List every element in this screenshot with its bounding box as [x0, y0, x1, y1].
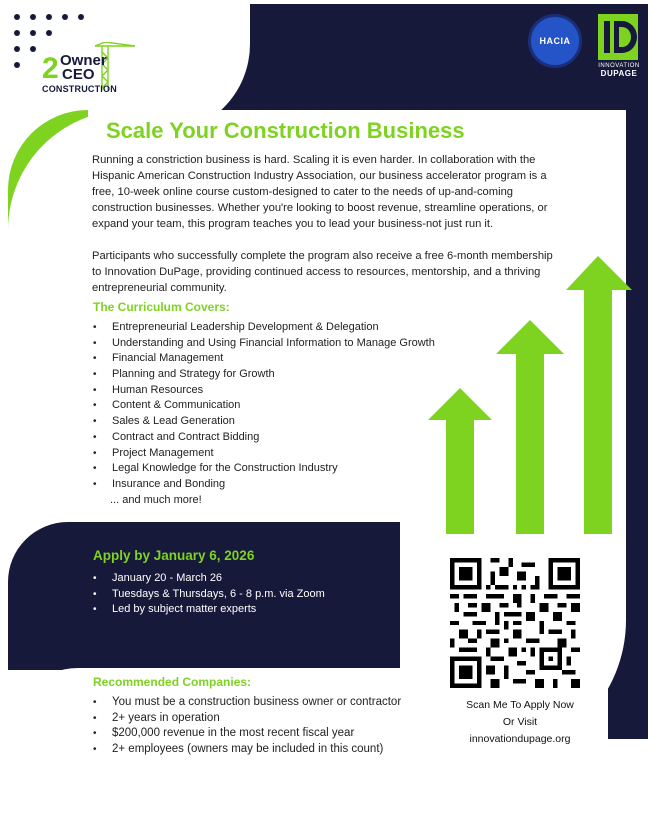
recommended-heading: Recommended Companies:: [93, 675, 252, 689]
website-link[interactable]: innovationdupage.org: [469, 733, 571, 745]
qr-caption: [440, 697, 600, 748]
list-item: • Entrepreneurial Leadership Development & Delegation: [93, 320, 435, 336]
qr-code[interactable]: [450, 558, 580, 688]
list-item: • $200,000 revenue in the most recent fiscal year: [93, 726, 401, 742]
id-logo-mark: [598, 14, 638, 60]
apply-heading: Apply by January 6, 2026: [93, 548, 255, 563]
apply-details-list: [93, 571, 325, 618]
list-item: • Content & Communication: [93, 398, 435, 414]
list-item: • Human Resources: [93, 383, 435, 399]
list-item: • Contract and Contract Bidding: [93, 430, 435, 446]
intro-paragraph-2: Participants who successfully complete the program also receive a free 6-month membership to Innovation DuPage, providing continued access to resources, mentorship, and a thriving entrepreneurial community.: [92, 250, 553, 294]
recommended-list: [93, 695, 401, 758]
curriculum-more: ... and much more!: [110, 494, 202, 506]
qr-caption-line-1: Scan Me To Apply Now: [466, 699, 574, 711]
innovation-dupage-logo: [594, 14, 644, 84]
list-item: • Led by subject matter experts: [93, 602, 325, 618]
curriculum-list: [93, 320, 435, 493]
qr-caption-line-2: Or Visit: [502, 716, 538, 728]
id-logo-caption-1: INNOVATION: [598, 63, 640, 69]
id-logo-caption-2: DUPAGE: [600, 69, 638, 78]
list-item: • Legal Knowledge for the Construction Industry: [93, 461, 435, 477]
o2c-logo-construction: CONSTRUCTION: [42, 84, 117, 94]
growth-arrows-icon: [426, 254, 634, 534]
intro-paragraph-1: Running a constriction business is hard. Scaling it is even harder. In collaboration with the Hispanic American Construction Industry Association, our business accelerator program is a free, 10-week online course custom-designed to cater to the needs of up-and-coming construction businesses. Whether you're looking to boost revenue, streamline operations, or expand your team, this program teaches you to lead your business-not just run it.: [92, 154, 548, 230]
curriculum-heading: The Curriculum Covers:: [93, 300, 230, 314]
list-item: • Tuesdays & Thursdays, 6 - 8 p.m. via Zoom: [93, 587, 325, 603]
list-item: • You must be a construction business owner or contractor: [93, 695, 401, 711]
list-item: • Insurance and Bonding: [93, 477, 435, 493]
id-monogram-icon: [598, 14, 638, 60]
hacia-logo-text: HACIA: [539, 36, 571, 46]
list-item: • Financial Management: [93, 351, 435, 367]
list-item: • 2+ employees (owners may be included in this count): [93, 742, 401, 758]
list-item: • Sales & Lead Generation: [93, 414, 435, 430]
list-item: • Planning and Strategy for Growth: [93, 367, 435, 383]
o2c-logo-owner: Owner: [60, 52, 107, 69]
owner2ceo-logo: [40, 42, 140, 102]
hacia-logo: [528, 14, 582, 68]
o2c-logo-ceo: CEO: [62, 66, 95, 83]
list-item: • Project Management: [93, 446, 435, 462]
list-item: • Understanding and Using Financial Information to Manage Growth: [93, 336, 435, 352]
o2c-logo-number: 2: [42, 52, 59, 85]
list-item: • 2+ years in operation: [93, 711, 401, 727]
list-item: • January 20 - March 26: [93, 571, 325, 587]
page-title: Scale Your Construction Business: [106, 118, 465, 143]
